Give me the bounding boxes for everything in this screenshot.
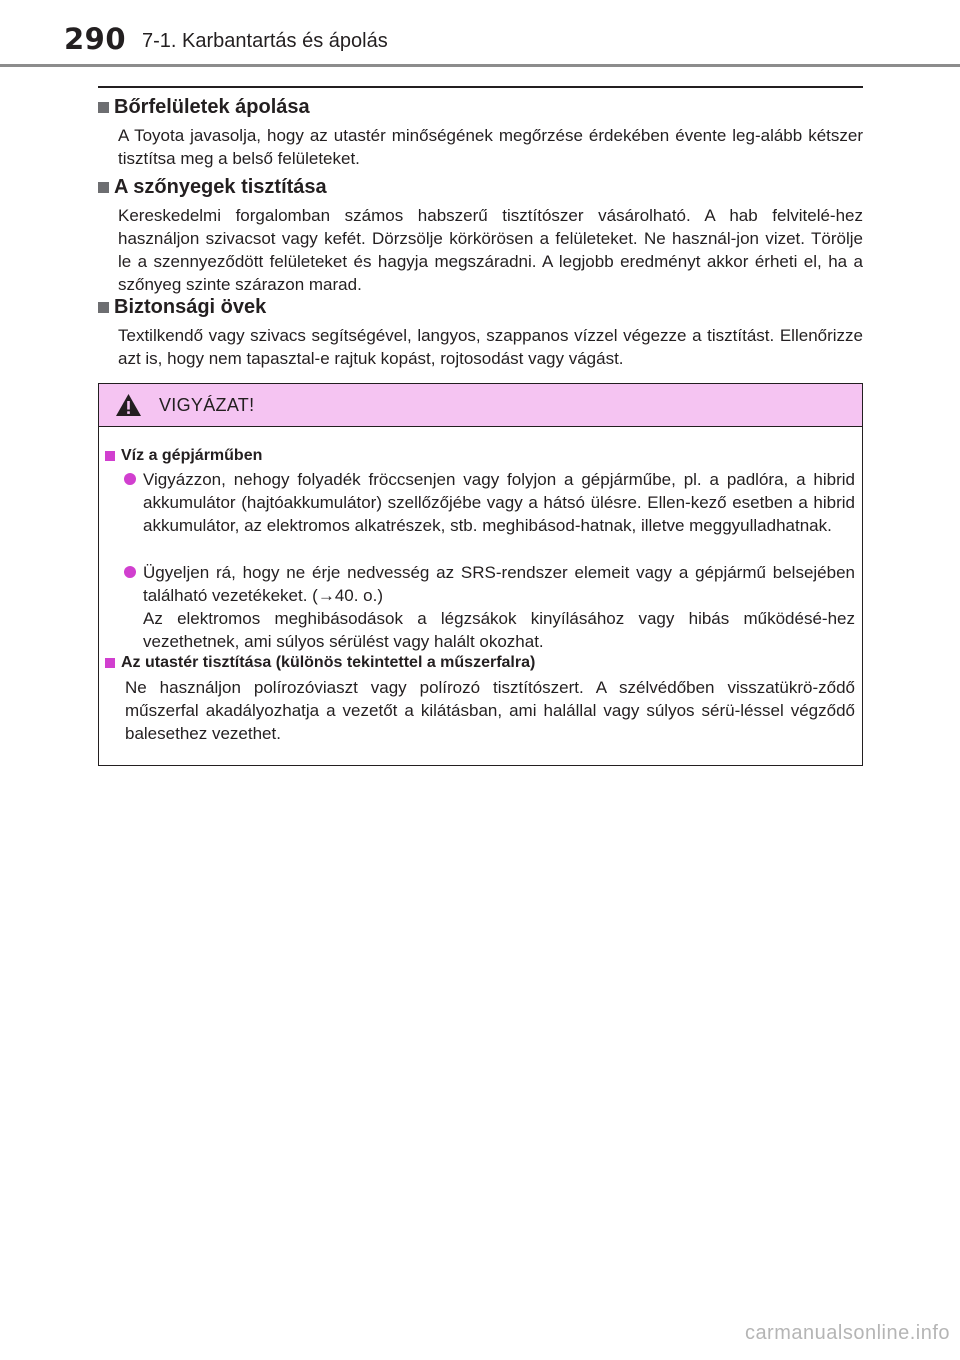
section-carpets <box>98 174 863 296</box>
caution-bullet-text: Ügyeljen rá, hogy ne érje nedvesség az SRS-rendszer elemeit vagy a gépjármű belsejében található vezetékeket. (→40. o.) <box>143 563 855 605</box>
bullet-dot-icon <box>124 566 136 578</box>
section-square-icon <box>98 102 109 113</box>
section-body: A Toyota javasolja, hogy az utastér minőségének megőrzése érdekében évente leg-alább kétszer tisztítsa meg a belső felületeket. <box>118 126 863 168</box>
section-title <box>98 174 863 200</box>
caution-heading-dashboard <box>99 652 535 674</box>
section-square-icon <box>98 302 109 313</box>
caution-bullet-text-continued: Az elektromos meghibásodások a légzsákok kinyílásához vagy hibás működésé-hez vezethetnek, ami súlyos sérülést vagy halált okozhat. <box>143 609 855 651</box>
section-title-text: Bőrfelületek ápolása <box>114 96 310 118</box>
section-title-text: Biztonsági övek <box>114 296 267 318</box>
section-title-text: A szőnyegek tisztítása <box>114 176 327 198</box>
bullet-dot-icon <box>124 473 136 485</box>
watermark: carmanualsonline.info <box>744 1322 950 1344</box>
section-body: Kereskedelmi forgalomban számos habszerű tisztítószer vásárolható. A hab felvitelé-hez használjon szivacsot vagy kefét. Dörzsölje körkörösen a felületeket. Ne használ-jon vizet. Törölje le a szennyeződött felületeket és hagyja megszáradni. A legjobb eredményt akkor érheti el, ha a szőnyeg szinte szárazon marad. <box>118 206 863 294</box>
page-number: 290 <box>64 22 127 56</box>
section-seatbelts <box>98 294 863 370</box>
caution-bullet-text: Vigyázzon, nehogy folyadék fröccsenjen vagy folyjon a gépjárműbe, pl. a padlóra, a hibrid akkumulátor (hajtóakkumulátor) szellőzőjébe vagy a hátsó ülésre. Ellen-kező esetben a hibrid akkumulátor, az elektromos alkatrészek, stb. meghibásod-hatnak, illetve meggyulladhatnak. <box>143 470 855 535</box>
caution-bullet <box>125 561 855 653</box>
caution-heading-water <box>99 445 262 467</box>
page-header <box>0 0 960 70</box>
section-body: Textilkendő vagy szivacs segítségével, langyos, szappanos vízzel végezze a tisztítást. Ellenőrizze azt is, hogy nem tapasztal-e rajtuk kopást, rojtosodást vagy vágást. <box>118 326 863 368</box>
caution-square-icon <box>105 658 115 668</box>
section-leather <box>98 94 863 170</box>
caution-heading-text: Az utastér tisztítása (különös tekintettel a műszerfalra) <box>121 654 536 671</box>
caution-square-icon <box>105 451 115 461</box>
caution-label: VIGYÁZAT! <box>159 395 255 415</box>
caution-heading-text: Víz a gépjárműben <box>121 447 263 464</box>
caution-header <box>99 384 862 427</box>
header-divider <box>0 64 960 67</box>
content-top-divider <box>98 86 863 88</box>
warning-triangle-icon <box>115 393 142 417</box>
section-square-icon <box>98 182 109 193</box>
section-title <box>98 94 863 120</box>
section-title <box>98 294 863 320</box>
caution-bullet <box>125 468 855 537</box>
caution-paragraph: Ne használjon polírozóviaszt vagy polírozó tisztítószert. A szélvédőben visszatükrö-ződő műszerfal akadályozhatja a vezetőt a kilátásban, ami halállal vagy súlyos sérü-léssel végződő balesethez vezethet. <box>125 678 855 743</box>
caution-box <box>98 383 863 766</box>
chapter-title: 7-1. Karbantartás és ápolás <box>142 30 388 52</box>
